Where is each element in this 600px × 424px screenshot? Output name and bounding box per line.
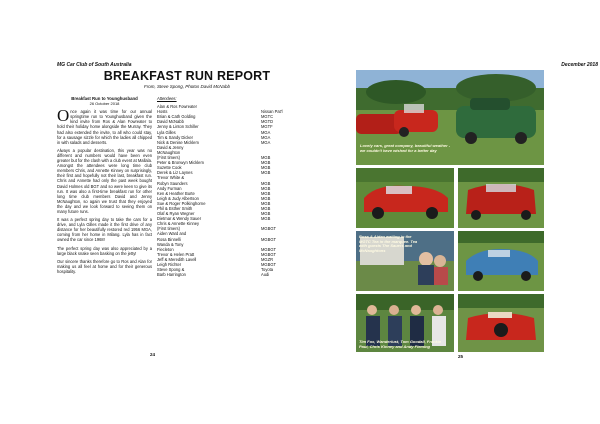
photo-red-mg <box>356 168 454 228</box>
attendee-car: MGBGT <box>261 236 277 242</box>
attendee-name: Sue & Roger Polkinghorne <box>157 200 206 206</box>
attendee-name: (First timers) <box>157 155 180 161</box>
photo-marquee <box>356 231 454 291</box>
paragraph-5: Our sincere thanks therefore go to Ros and Alan for making us all feel at home and for their generous hospitality. <box>57 258 152 274</box>
photo-red-mg-image <box>356 168 454 228</box>
attendee-name: Alan & Ros Fowreater <box>157 104 198 110</box>
attendee-car: MGB <box>261 155 271 161</box>
attendee-car: MGB <box>261 185 271 191</box>
attendee-car: MGBGT <box>261 251 277 257</box>
right-page <box>354 62 598 362</box>
attendee-car: MGB <box>261 200 271 206</box>
attendee-name: Hosts <box>157 109 168 115</box>
page-number-right: 25 <box>458 354 464 359</box>
attendee-car: Audi <box>261 272 270 278</box>
attendee-name: Robyn Saunders <box>157 180 188 186</box>
paragraph-2: Always a popular destination, this year was no different and numbers would have been even greater but for the clash with a club event at Mallala. Amongst the attendees were long time club members Chris, and Annette Kinney on surprisingly, their first and hopefully not their last, breakfast run. Chris and Annette had only the past week bought David Holmes old BGT and so were keen to give its run. It was also a first-time breakfast run for other long time club members David and Jenny McNaughton, so again we trust that they enjoyed the day and we look forward to seeing them on many future runs. <box>57 147 152 214</box>
paragraph-4: The perfect spring day was also appreciated by a large black snake seen basking on the jetty! <box>57 245 152 256</box>
attendee-car: Toyota <box>261 267 274 273</box>
page-title: BREAKFAST RUN REPORT <box>103 69 271 83</box>
attendee-name: Steve Spong & <box>157 267 185 273</box>
attendee-car: MGA <box>261 129 271 135</box>
attendee-name: Barb Harrington <box>157 272 186 278</box>
attendee-car: MGTD <box>261 119 274 125</box>
attendee-car: MGTC <box>261 114 274 120</box>
attendee-car: MGB <box>261 160 271 166</box>
photo-red-mg-rear-image <box>458 294 544 352</box>
attendee-name: Leigh & Judy Albertson <box>157 195 199 201</box>
attendee-name: Trevor & Helen Pratt <box>157 251 195 257</box>
attendee-name: Ken & Heather Burte <box>157 190 195 196</box>
attendee-name: Olaf & Ryan Wegner <box>157 211 195 217</box>
attendee-name: Derek & Liz Laynes <box>157 170 193 176</box>
drop-cap: O <box>57 106 70 126</box>
attendees-list <box>157 104 297 277</box>
attendee-name: David McNabb <box>157 119 184 125</box>
attendee-car: MGB <box>261 195 271 201</box>
attendee-name: Jenny & Linton Schiller <box>157 124 199 130</box>
attendee-car: MGA <box>261 139 271 145</box>
attendee-name: Aiden Ward and <box>157 231 187 237</box>
attendee-name: (First timers) <box>157 226 180 232</box>
attendee-name: Leigh Richter <box>157 262 182 267</box>
photo-blue-mg-image <box>458 231 544 291</box>
page-number-left: 24 <box>150 352 156 357</box>
attendee-name: Nick & Denise Micklem <box>157 139 199 145</box>
caption-group: Tim Fox, Wanderlust, Tom Goodall, Frankie Paul, Chris Kinney and Andy Fleming <box>359 339 442 349</box>
attendee-name: Trevor White & <box>157 175 185 181</box>
attendee-name: Lyla Gilles <box>157 129 176 135</box>
attendee-car: MGB <box>261 216 271 222</box>
caption-parked-cars: Lovely cars, great company, beautiful weather - we couldn't have wished for a better day <box>360 143 451 153</box>
attendees-column <box>157 96 297 277</box>
article-date: 26 October 2018 <box>89 101 120 107</box>
article-column <box>57 96 152 277</box>
attendee-car: MGB <box>261 190 271 196</box>
attendee-name: David & Jenny <box>157 144 184 150</box>
attendee-name: Brian & Cath Golding <box>157 114 196 120</box>
attendee-car: MGBGT <box>261 246 277 252</box>
photo-red-mg-front-image <box>458 168 544 228</box>
attendee-name: Suzette Cook <box>157 165 182 171</box>
attendees-title: Attendees: <box>157 96 177 101</box>
attendee-car: MGZR <box>261 256 274 262</box>
attendee-name: Tim & Sandy Dicker <box>157 134 194 140</box>
attendee-car: MGA <box>261 134 271 140</box>
article-heading: Breakfast Run to Younghusband <box>71 96 138 101</box>
attendee-name: Chris & Annette Kinney <box>157 221 200 227</box>
photo-red-mg-front <box>458 168 544 228</box>
byline: From, Steve Spong, Photos David McNabb <box>143 84 231 89</box>
caption-marquee: Rosa & Aiden waiting in the MGTC Tea in the marquee. Tea with guests The Sauers and McNaughtons <box>359 234 418 253</box>
attendee-name: Rosa Binnelli <box>157 236 181 242</box>
attendee-name: Fiecleton <box>157 246 174 252</box>
attendee-name: Peter & Bronwyn Micklem <box>157 160 204 166</box>
left-page <box>57 62 301 362</box>
attendee-car: MGBGT <box>261 262 277 267</box>
attendee-car: MGTF <box>261 124 273 130</box>
attendee-car: Nissan Pat'l <box>261 109 283 115</box>
issue-date: December 2018 <box>561 62 598 68</box>
attendee-name: Andy Furman <box>157 185 182 191</box>
attendee-name: Wanda & Tony <box>157 241 184 247</box>
attendee-car: MGB <box>261 165 271 171</box>
photo-blue-mg <box>458 231 544 291</box>
attendee-name: Phil & Esther Smith <box>157 205 193 211</box>
attendee-car: MGB <box>261 180 271 186</box>
club-name: MG Car Club of South Australia <box>57 62 132 68</box>
paragraph-3: It was a perfect spring day to take the cars for a drive, and Lyla Gilles made it the first drive of any distance for her beautifully restored red 1956 MGA, coming from her home in Milang. Lyla has in fact owned the car since 1968! <box>57 217 152 243</box>
attendee-name: McNaughton <box>157 149 181 155</box>
photo-red-mg-rear <box>458 294 544 352</box>
attendee-car: MGB <box>261 170 271 176</box>
attendee-car: MGB <box>261 211 271 217</box>
attendee-name: Dietmar & Wendy Sauer <box>157 216 202 222</box>
attendee-car: MGB <box>261 205 271 211</box>
attendee-car: MGBGT <box>261 226 277 232</box>
attendee-name: Jeff & Meredith Lavell <box>157 256 197 262</box>
photo-group <box>356 294 454 352</box>
paragraph-1: Once again it was time for our annual springtime run to Younghusband given the kind invite from Ros & Alan Fowreater to hold their holiday home alongside the Murray. They had also extended the invite, to all who could stay, for a sausage sizzle for which the ladies all chipped in with salads and desserts. <box>57 106 152 145</box>
attendee-row <box>157 272 297 277</box>
photo-parked-cars <box>356 70 544 165</box>
